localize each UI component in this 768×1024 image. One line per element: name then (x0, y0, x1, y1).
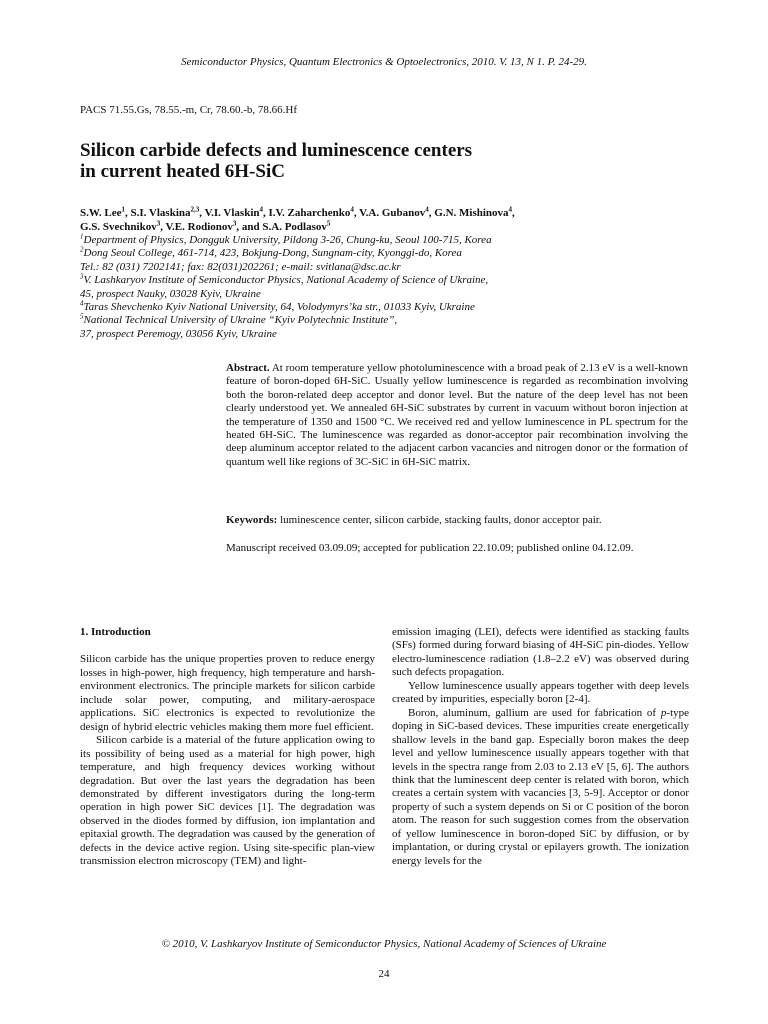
keywords (226, 514, 688, 527)
affil-text: Department of Physics, Dongguk University, Pildong 3-26, Chung-ku, Seoul 100-715, Korea (83, 234, 492, 246)
abstract-text: At room temperature yellow photoluminescence with a broad peak of 2.13 eV is a well-known feature of boron-doped 6H-SiC. Usually yellow luminescence is regarded as recombination involving both the boron-related deep acceptor and donor level. But the nature of the deep level has not been clearly understood yet. We annealed 6H-SiC substrates by current in vacuum without boron injection at the temperature of 1350 and 1500 °C. We received red and yellow luminescence in PL spectrum for the heated 6H-SiC. The luminescence was regarded as donor-acceptor pair recombination involving the deep aluminum acceptor related to the adjacent carbon vacancies and nitrogen donor or the formation of quantum well like regions of 3C-SiC in 6H-SiC matrix. (226, 362, 688, 468)
paper-title (80, 140, 680, 182)
affiliation-1 (80, 234, 700, 247)
column-left (80, 626, 375, 869)
column-right (392, 626, 689, 868)
italic-p: p (660, 706, 667, 719)
affiliation-5 (80, 314, 700, 327)
keywords-text: luminescence center, silicon carbide, stacking faults, donor acceptor pair. (280, 514, 602, 526)
author: V.I. Vlaskin (204, 207, 260, 219)
author-affil-sup: 4 (425, 205, 429, 214)
author-affil-sup: 5 (326, 219, 331, 228)
author-affil-sup: 4 (350, 205, 354, 214)
author: G.S. Svechnikov (80, 221, 157, 233)
affiliation-2-contact: Tel.: 82 (031) 7202141; fax: 82(031)202261; e-mail: svitlana@dsc.ac.kr (80, 260, 401, 273)
affiliation-3 (80, 274, 700, 287)
author-affil-sup: 2,3 (190, 205, 200, 214)
author: I.V. Zaharchenko (268, 207, 351, 219)
title-line-2: in current heated 6H-SiC (80, 161, 285, 182)
title-line-1: Silicon carbide defects and luminescence centers (80, 140, 473, 161)
author-list: S.W. Lee$^1$, S.I. Vlaskina$^{2,3}$, V.I. Vlaskin$^4$, I.V. Zaharchenko$^4$, V.A. Gubanov$^4$, G.N. Mishinova$^4$, G.S. Svechnikov$^3$, V.E. Rodionov$^3$, and S.A. Podlasov$^5$ (80, 205, 515, 233)
affiliation-2 (80, 247, 700, 260)
author: V.A. Gubanov (359, 207, 426, 219)
author: G.N. Mishinova (434, 207, 509, 219)
affiliation-4 (80, 301, 700, 314)
author-affil-sup: 1 (121, 205, 125, 214)
affiliation-3-address: 45, prospect Nauky, 03028 Kyiv, Ukraine (80, 287, 261, 300)
manuscript-dates: Manuscript received 03.09.09; accepted for publication 22.10.09; published online 04.12.09. (226, 542, 634, 554)
paragraph: Silicon carbide is a material of the future application owing to its possibility of being used as a material for high power, high temperature, and high frequency devices working without degradation. But over the last years the degradation has been demonstrated by different investigators during the long-term operation in high power SiC devices [1]. The degradation was observed in the diodes formed by diffusion, ion implantation and epitaxial growth. The degradation was caused by the generation of defects in the device active region. Using site-specific plan-view transmission electron microscopy (TEM) and light- (80, 734, 375, 868)
paragraph (392, 707, 689, 868)
paragraph-text: -type doping in SiC-based devices. These impurities create energetically shallow levels in the band gap. Especially boron makes the deep level and yellow luminescence usually appears together with that levels in the spectra range from 2.03 to 2.13 eV [5, 6]. The authors think that the luminescent deep center is related with boron, which creates a certain system with vacancies [3, 5-9]. Acceptor or donor property of such a system depends on Si or C position of the boron atom. The reason for such suggestion comes from the observation of yellow luminescence in boron-doped SiC by diffusion, or by implantation, or during crystal or epilayers growth. The ionization energy levels for the (392, 706, 690, 867)
affil-text: V. Lashkaryov Institute of Semiconductor Physics, National Academy of Science of Ukraine, (83, 274, 489, 287)
author: S.I. Vlaskina (130, 207, 191, 219)
affil-text: Dong Seoul College, 461-714, 423, Bokjung-Dong, Sungnam-city, Kyonggi-do, Korea (83, 247, 462, 260)
affiliations (80, 234, 700, 341)
author: V.E. Rodionov (165, 221, 233, 233)
affil-text: Taras Shevchenko Kyiv National University, 64, Volodymyrs’ka str., 01033 Kyiv, Ukraine (83, 301, 475, 314)
author: S.W. Lee (80, 207, 122, 219)
abstract-label: Abstract. (226, 362, 270, 374)
paragraph: emission imaging (LEI), defects were identified as stacking faults (SFs) formed during forward biasing of 4H-SiC pin-diodes. Yellow electro-luminescence radiation (1.8–2.2 eV) was observed during such defects propagation. (392, 626, 689, 679)
affil-sup: 4 (80, 299, 84, 308)
journal-header: Semiconductor Physics, Quantum Electronics & Optoelectronics, 2010. V. 13, N 1. P. 24-29. (181, 56, 587, 68)
pacs-codes: PACS 71.55.Gs, 78.55.-m, Cr, 78.60.-b, 78.66.Hf (80, 104, 298, 116)
abstract (226, 362, 688, 469)
paragraph: Yellow luminescence usually appears together with deep levels created by impurities, especially boron [2-4]. (392, 679, 689, 706)
author-affil-sup: 4 (508, 205, 513, 214)
affil-sup: 3 (80, 272, 84, 281)
author-affil-sup: 3 (156, 219, 161, 228)
author-affil-sup: 3 (232, 219, 237, 228)
affil-text: National Technical University of Ukraine “Kyiv Polytechnic Institute”, (83, 314, 398, 327)
page-number: 24 (378, 968, 390, 980)
affil-sup: 2 (80, 245, 84, 254)
affil-sup: 5 (80, 312, 84, 321)
affil-sup: 1 (80, 232, 84, 241)
copyright-footer: © 2010, V. Lashkaryov Institute of Semiconductor Physics, National Academy of Sciences of Ukraine (161, 938, 607, 950)
keywords-label: Keywords: (226, 514, 278, 526)
author: S.A. Podlasov (262, 221, 327, 233)
paragraph-text: Boron, aluminum, gallium are used for fabrication of (408, 706, 657, 719)
author-affil-sup: 4 (259, 205, 263, 214)
section-heading: 1. Introduction (80, 626, 151, 638)
paragraph: Silicon carbide has the unique properties proven to reduce energy losses in high-power, high frequency, high temperature and harsh-environment electronics. The principle markets for silicon carbide include solar power, computing, and military-aerospace applications. SiC electronics is expected to revolutionize the design of hybrid electric vehicles making them more fuel efficient. (80, 653, 375, 733)
affiliation-5-address: 37, prospect Peremogy, 03056 Kyiv, Ukraine (80, 327, 277, 340)
